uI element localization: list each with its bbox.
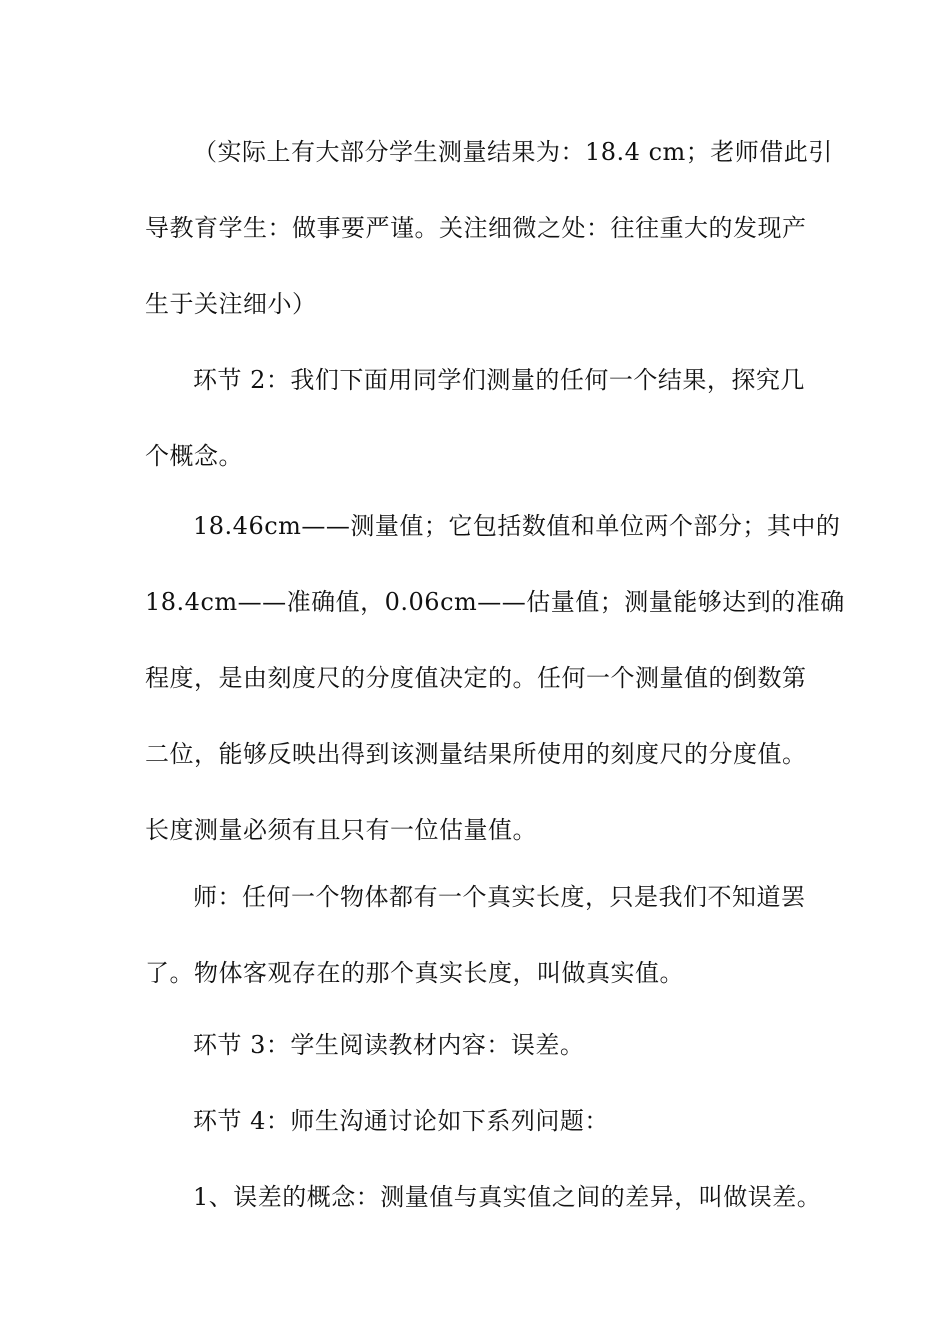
text-line: 导教育学生：做事要严谨。关注细微之处：往往重大的发现产	[145, 214, 807, 242]
text-line: 环节 3：学生阅读教材内容：误差。	[193, 1031, 585, 1059]
text-line: （实际上有大部分学生测量结果为：18.4 cm；老师借此引	[193, 138, 833, 166]
text-line: 程度，是由刻度尺的分度值决定的。任何一个测量值的倒数第	[145, 664, 807, 692]
paragraph-step-2	[145, 342, 810, 494]
text-line: 二位，能够反映出得到该测量结果所使用的刻度尺的分度值。	[145, 740, 807, 768]
paragraph-measurement-note	[145, 114, 833, 342]
text-line: 环节 4：师生沟通讨论如下系列问题：	[193, 1107, 609, 1135]
paragraph-teacher-true-value	[145, 859, 810, 1011]
text-line: 18.4cm——准确值，0.06cm——估量值；测量能够达到的准确	[145, 588, 845, 616]
text-line: 18.46cm——测量值；它包括数值和单位两个部分；其中的	[193, 512, 841, 540]
text-line: 师：任何一个物体都有一个真实长度，只是我们不知道罢	[193, 883, 806, 911]
text-line: 生于关注细小）	[145, 290, 317, 318]
text-line: 长度测量必须有且只有一位估量值。	[145, 816, 537, 844]
text-line: 了。物体客观存在的那个真实长度，叫做真实值。	[145, 959, 684, 987]
paragraph-error-definition	[145, 1159, 822, 1235]
paragraph-step-4	[145, 1083, 810, 1159]
text-line: 个概念。	[145, 442, 243, 470]
text-line: 环节 2：我们下面用同学们测量的任何一个结果，探究几	[193, 366, 805, 394]
text-line: 1、误差的概念：测量值与真实值之间的差异，叫做误差。	[193, 1183, 822, 1211]
paragraph-measured-value	[145, 488, 845, 868]
paragraph-step-3	[145, 1007, 810, 1083]
